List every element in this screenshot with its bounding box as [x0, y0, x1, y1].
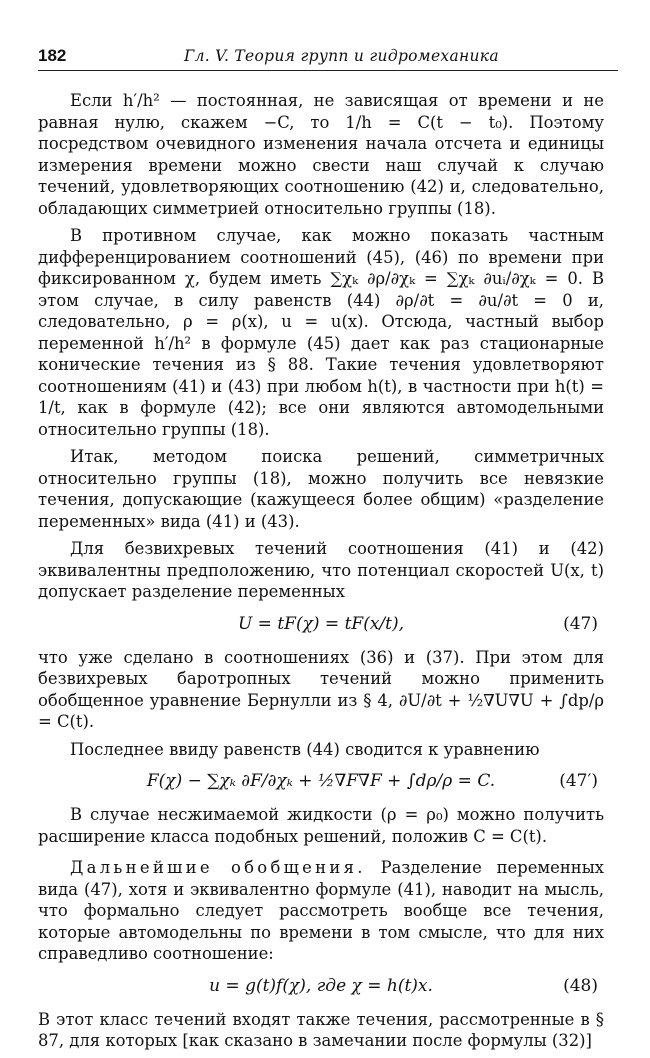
page-number: 182 — [38, 46, 67, 65]
paragraph-2: В противном случае, как можно показать частным дифференцированием соотношений (45), (46) по времени при фиксированном χ, будем иметь ∑χₖ ∂ρ/∂χₖ = ∑χₖ ∂uᵢ/∂χₖ = 0. В этом случае, в силу равенств (44) ∂ρ/∂t = ∂u/∂t = 0 и, следовательно, ρ = ρ(x), u = u(x). Отсюда, частный выбор переменной h′/h² в формуле (45) дает как раз стационарные коническиe течения из § 88. Такие течения удовлетворяют соотношениям (41) и (43) при любом h(t), в частности при h(t) = 1/t, как в формуле (42); все они являются автомодельными относительно группы (18). — [38, 226, 604, 439]
section-heading: Дальнейшие обобщения. — [70, 858, 366, 877]
page-header — [38, 44, 618, 71]
paragraph-5: что уже сделано в соотношениях (36) и (37). При этом для безвихревых баротропных течений можно применить обобщенное уравнение Бернулли из § 4, ∂U/∂t + ½∇U∇U + ∫dp/ρ = C(t). — [38, 647, 604, 731]
equation-47-prime — [38, 766, 604, 798]
equation-47 — [38, 609, 604, 641]
equation-48-body: u = g(t)f(χ), где χ = h(t)x. — [209, 975, 433, 996]
body-text — [38, 90, 604, 1058]
paragraph-7: В случае несжимаемой жидкости (ρ = ρ₀) можно получить расширение класса подобных решений, положив C = C(t). — [38, 805, 604, 846]
equation-48 — [38, 971, 604, 1003]
running-title: Гл. V. Теория групп и гидромеханика — [184, 47, 499, 65]
paragraph-8 — [38, 857, 604, 965]
equation-47-prime-body: F(χ) − ∑χₖ ∂F/∂χₖ + ½∇F∇F + ∫dρ/ρ = C. — [146, 771, 496, 792]
equation-47-body: U = tF(χ) = tF(x/t), — [237, 613, 405, 634]
equation-47-label: (47) — [563, 613, 598, 634]
paragraph-6: Последнее ввиду равенств (44) сводится к уравнению — [70, 739, 540, 759]
paragraph-1: Если h′/h² — постоянная, не зависящая от времени и не равная нулю, скажем −C, то 1/h = C(t − t₀). Поэтому посредством очевидного изменения начала отсчета и единицы измерения времени можно свести наш случай к случаю течений, удовлетворяющих соотношению (42) и, следовательно, обладающих симметрией относительно группы (18). — [38, 91, 604, 218]
paragraph-3: Итак, методом поиска решений, симметричных относительно группы (18), можно получить все невязкие течения, допускающие (кажущееся более общим) «разделение переменных» вида (41) и (43). — [38, 447, 604, 531]
paragraph-4: Для безвихревых течений соотношения (41) и (42) эквивалентны предположению, что потенциал скоростей U(x, t) допускает разделение переменных — [38, 539, 604, 601]
paragraph-8-text: Разделение переменных вида (47), хотя и эквивалентно формуле (41), наводит на мысль, что формально следует рассмотреть вообще все течения, которые автомодельны по времени в том смысле, что для них справедливо соотношение: — [38, 858, 604, 963]
equation-47-prime-label: (47′) — [559, 771, 598, 792]
equation-48-label: (48) — [563, 975, 598, 996]
paragraph-9: В этот класс течений входят также течения, рассмотренные в § 87, для которых [как сказано в замечании после формулы (32)] — [38, 1009, 604, 1050]
